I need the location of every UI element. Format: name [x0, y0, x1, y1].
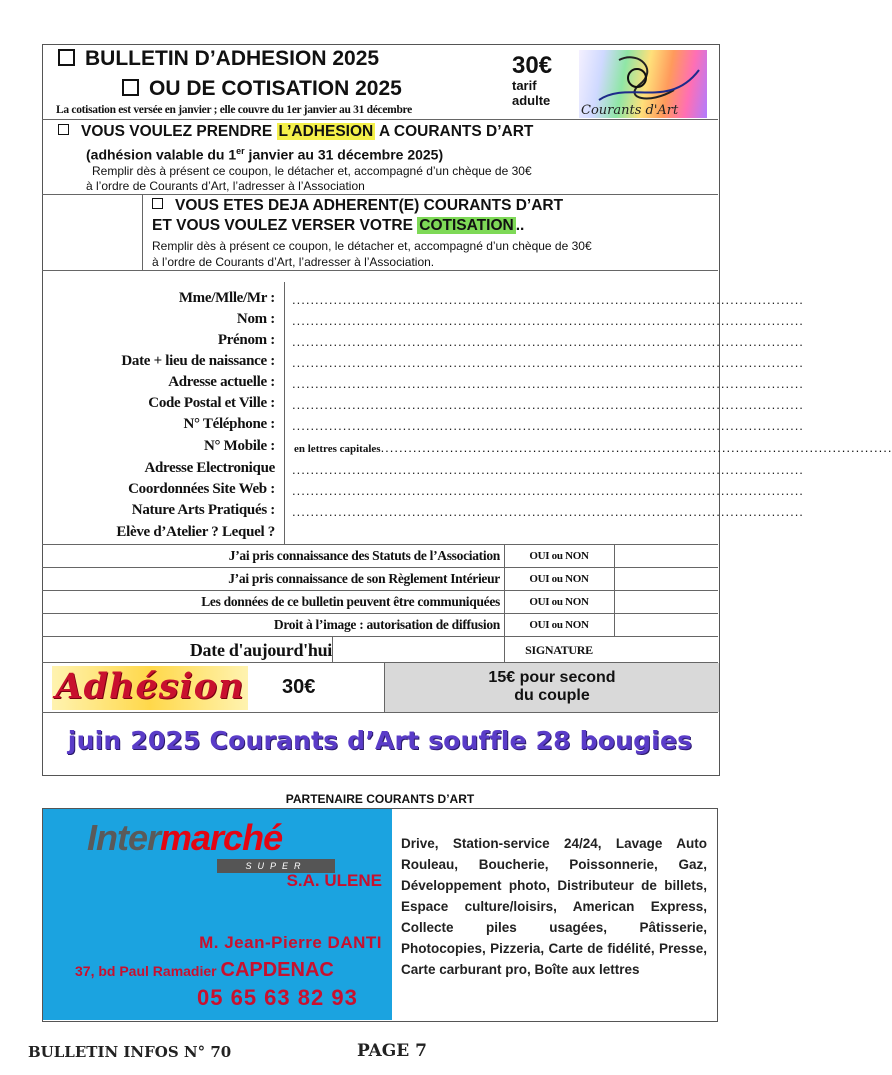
label-phone: N° Téléphone :: [183, 416, 275, 432]
partner-phone[interactable]: 05 65 63 82 93: [197, 985, 358, 1010]
price-value: 30€: [512, 52, 553, 79]
partner-blue-panel: [43, 809, 392, 1020]
cotisation-line-2: à l’ordre de Courants d’Art, l’adresser à l’Association.: [152, 255, 435, 269]
label-prenom: Prénom :: [217, 332, 275, 348]
contact-name: M. Jean-Pierre DANTI: [199, 933, 382, 952]
partner-heading: PARTENAIRE COURANTS D’ART: [285, 792, 475, 806]
header-note: La cotisation est versée en janvier ; elle couvre du 1er janvier au 31 décembre: [56, 104, 412, 116]
consent-answer[interactable]: OUI ou NON: [529, 596, 589, 608]
adhesion-banner-text: Adhésion: [55, 666, 245, 707]
adhesion-line-1: Remplir dès à présent ce coupon, le détacher et, accompagné d’un chèque de 30€: [92, 164, 532, 178]
label-civility: Mme/Mlle/Mr :: [178, 290, 275, 306]
input-prenom[interactable]: ...............................................................................................................: [292, 334, 804, 349]
input-nom[interactable]: ...............................................................................................................: [292, 313, 804, 328]
second-couple-box: [384, 663, 719, 712]
divider-adhesion: [42, 194, 718, 195]
label-mobile: N° Mobile :: [203, 438, 275, 454]
consent-answer[interactable]: OUI ou NON: [529, 619, 589, 631]
footer-page: PAGE 7: [357, 1041, 427, 1061]
consent-answer[interactable]: OUI ou NON: [529, 550, 589, 562]
cotisation-box-left: [142, 194, 143, 270]
second-couple-line-2: du couple: [514, 687, 590, 704]
input-email[interactable]: ...............................................................................................................: [292, 462, 804, 477]
consent-row: [42, 544, 718, 567]
input-website[interactable]: ...............................................................................................................: [292, 483, 804, 498]
checkbox-cotisation-title[interactable]: [122, 79, 139, 96]
label-arts: Nature Arts Pratiqués :: [131, 502, 275, 518]
input-address[interactable]: ...............................................................................................................: [292, 376, 804, 391]
consent-divider: [614, 545, 615, 567]
mobile-hint: en lettres capitales: [294, 443, 381, 455]
date-input[interactable]: [333, 637, 503, 663]
label-nom: Nom :: [236, 311, 275, 327]
price-label-1: tarif: [512, 78, 537, 93]
cotisation-title-1: VOUS ETES DEJA ADHERENT(E) COURANTS D’ART: [152, 197, 563, 215]
checkbox-adhesion[interactable]: [58, 124, 69, 135]
form-fields-left-border: [284, 282, 285, 544]
adhesion-banner: [52, 666, 248, 710]
adhesion-validity: (adhésion valable du 1er janvier au 31 décembre 2025): [86, 146, 444, 163]
logo-super-bar: SUPER: [217, 859, 335, 873]
label-email: Adresse Electronique: [144, 460, 275, 476]
logo-text: Courants d'Art: [581, 103, 679, 118]
intermarche-logo: [87, 817, 282, 859]
fee-row-bottom: [42, 712, 718, 713]
consent-row: [42, 590, 718, 613]
input-mobile[interactable]: [294, 440, 892, 455]
price-block: [512, 52, 572, 108]
footer-bulletin: BULLETIN INFOS N° 70: [28, 1043, 232, 1061]
date-label: Date d'aujourd'hui: [189, 640, 332, 660]
input-birth[interactable]: ...............................................................................................................: [292, 355, 804, 370]
header-title-1: BULLETIN D’ADHESION 2025: [58, 47, 379, 71]
checkbox-cotisation[interactable]: [152, 198, 163, 209]
fee-price: 30€: [282, 676, 316, 698]
label-workshop: Elève d’Atelier ? Lequel ?: [116, 524, 275, 540]
consent-answer[interactable]: OUI ou NON: [529, 573, 589, 585]
divider-cotisation: [42, 270, 718, 271]
signature-label: SIGNATURE: [525, 643, 593, 657]
logo-marche: marché: [160, 817, 283, 858]
consent-row: [42, 613, 718, 636]
second-couple-line-1: 15€ pour second: [488, 669, 616, 686]
input-arts[interactable]: ...............................................................................................................: [292, 504, 804, 519]
mobile-dots: ...............................................................................................................: [380, 440, 892, 455]
company-name: S.A. ULENE: [286, 871, 382, 890]
label-birth: Date + lieu de naissance :: [121, 353, 275, 369]
consent-label: J’ai pris connaissance des Statuts de l’Association: [228, 548, 500, 563]
divider-header: [42, 119, 718, 120]
consent-row: [42, 567, 718, 590]
partner-address: 37, bd Paul Ramadier CAPDENAC: [75, 959, 334, 981]
consent-label: J’ai pris connaissance de son Règlement Intérieur: [228, 571, 500, 586]
adhesion-line-2: à l’ordre de Courants d’Art, l’adresser à l’Association: [86, 179, 365, 193]
consent-divider: [614, 614, 615, 636]
date-signature-row: [42, 636, 718, 663]
partner-services: Drive, Station-service 24/24, Lavage Auto Rouleau, Boucherie, Poissonnerie, Gaz, Développement photo, Distributeur de billets, Espace culture/loisirs, American Express, Collecte piles usagées, Pâtisserie, Photocopies, Pizzeria, Carte de fidélité, Presse, Carte carburant pro, Boîte aux lettres: [401, 836, 707, 977]
consent-divider: [614, 568, 615, 590]
input-civility[interactable]: ...............................................................................................................: [292, 292, 804, 307]
checkbox-adhesion-title[interactable]: [58, 49, 75, 66]
adhesion-title: VOUS VOULEZ PRENDRE L’ADHESION A COURANTS D’ART: [58, 123, 533, 141]
cotisation-line-1: Remplir dès à présent ce coupon, le détacher et, accompagné d’un chèque de 30€: [152, 239, 592, 253]
label-address: Adresse actuelle :: [168, 374, 275, 390]
input-postal-city[interactable]: ...............................................................................................................: [292, 397, 804, 412]
price-label-2: adulte: [512, 93, 551, 108]
consent-divider: [614, 591, 615, 613]
consent-label: Droit à l’image : autorisation de diffusion: [273, 617, 500, 632]
consent-label: Les données de ce bulletin peuvent être communiquées: [201, 594, 500, 609]
label-postal-city: Code Postal et Ville :: [148, 395, 275, 411]
slogan: juin 2025 Courants d’Art souffle 28 bougies: [67, 726, 693, 755]
label-website: Coordonnées Site Web :: [128, 481, 275, 497]
logo-inter: Inter: [87, 817, 161, 858]
input-phone[interactable]: ...............................................................................................................: [292, 418, 804, 433]
header-title-2: OU DE COTISATION 2025: [122, 77, 402, 101]
courants-art-logo: [579, 50, 707, 118]
cotisation-title-2: ET VOUS VOULEZ VERSER VOTRE COTISATION ..: [152, 217, 525, 234]
